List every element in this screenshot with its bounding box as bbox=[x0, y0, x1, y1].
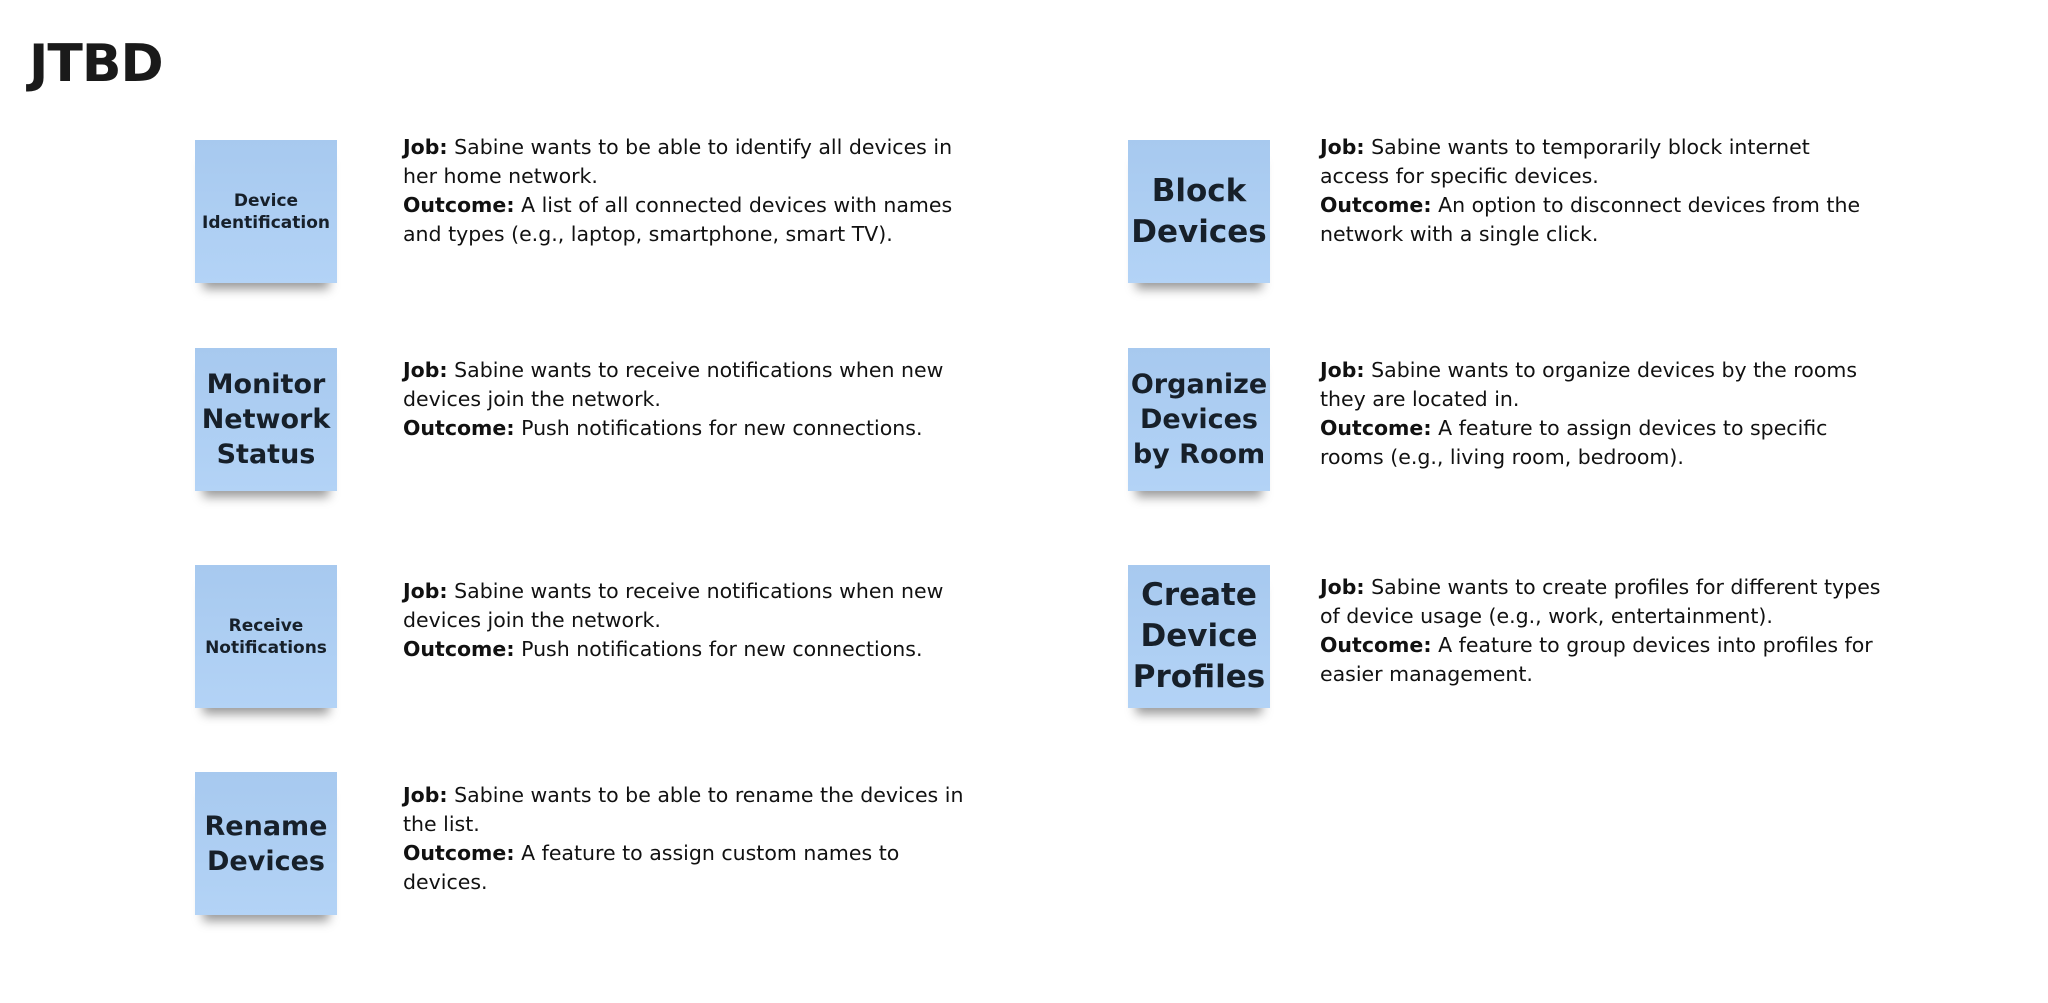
outcome-label: Outcome: bbox=[1320, 193, 1432, 217]
outcome-text: Push notifications for new connections. bbox=[521, 416, 923, 440]
job-label: Job: bbox=[403, 135, 448, 159]
outcome-text: A feature to assign devices to specific rooms (e.g., living room, bedroom). bbox=[1320, 416, 1828, 469]
sticky-note-label: Create Device Profiles bbox=[1132, 577, 1266, 695]
sticky-note-block-devices[interactable] bbox=[1128, 140, 1270, 283]
job-line bbox=[403, 356, 968, 414]
job-label: Job: bbox=[403, 783, 448, 807]
outcome-label: Outcome: bbox=[403, 637, 515, 661]
job-text: Sabine wants to be able to identify all devices in her home network. bbox=[403, 135, 953, 188]
outcome-line bbox=[1320, 191, 1885, 249]
page-title: JTBD bbox=[29, 34, 163, 94]
card-description-receive-notifications bbox=[403, 577, 968, 664]
sticky-note-rename-devices[interactable] bbox=[195, 772, 337, 915]
card-description-monitor-network-status bbox=[403, 356, 968, 443]
outcome-line bbox=[403, 635, 968, 664]
sticky-note-label: Organize Devices by Room bbox=[1130, 369, 1268, 470]
sticky-note-label: Receive Notifications bbox=[205, 615, 327, 658]
sticky-note-device-identification[interactable] bbox=[195, 140, 337, 283]
job-label: Job: bbox=[1320, 358, 1365, 382]
job-line bbox=[403, 781, 968, 839]
job-text: Sabine wants to be able to rename the devices in the list. bbox=[403, 783, 964, 836]
sticky-note-label: Device Identification bbox=[202, 190, 330, 233]
card-description-device-identification bbox=[403, 133, 968, 249]
card-description-rename-devices bbox=[403, 781, 968, 897]
outcome-line bbox=[403, 191, 968, 249]
job-text: Sabine wants to create profiles for different types of device usage (e.g., work, entertainment). bbox=[1320, 575, 1881, 628]
outcome-label: Outcome: bbox=[403, 193, 515, 217]
outcome-label: Outcome: bbox=[403, 416, 515, 440]
outcome-text: A feature to group devices into profiles for easier management. bbox=[1320, 633, 1873, 686]
sticky-note-receive-notifications[interactable] bbox=[195, 565, 337, 708]
job-text: Sabine wants to receive notifications when new devices join the network. bbox=[403, 579, 944, 632]
job-line bbox=[1320, 356, 1885, 414]
outcome-text: A feature to assign custom names to devices. bbox=[403, 841, 900, 894]
outcome-text: Push notifications for new connections. bbox=[521, 637, 923, 661]
outcome-text: An option to disconnect devices from the network with a single click. bbox=[1320, 193, 1861, 246]
sticky-note-organize-devices-by-room[interactable] bbox=[1128, 348, 1270, 491]
job-label: Job: bbox=[403, 579, 448, 603]
card-description-organize-devices-by-room bbox=[1320, 356, 1885, 472]
job-line bbox=[1320, 573, 1885, 631]
card-description-block-devices bbox=[1320, 133, 1885, 249]
job-line bbox=[1320, 133, 1885, 191]
card-description-create-device-profiles bbox=[1320, 573, 1885, 689]
job-label: Job: bbox=[1320, 135, 1365, 159]
sticky-note-label: Block Devices bbox=[1131, 172, 1267, 250]
outcome-line bbox=[1320, 414, 1885, 472]
outcome-line bbox=[403, 839, 968, 897]
job-label: Job: bbox=[403, 358, 448, 382]
job-text: Sabine wants to temporarily block internet access for specific devices. bbox=[1320, 135, 1810, 188]
job-text: Sabine wants to organize devices by the rooms they are located in. bbox=[1320, 358, 1858, 411]
outcome-line bbox=[1320, 631, 1885, 689]
sticky-note-label: Monitor Network Status bbox=[201, 369, 331, 470]
job-line bbox=[403, 577, 968, 635]
job-text: Sabine wants to receive notifications when new devices join the network. bbox=[403, 358, 944, 411]
outcome-text: A list of all connected devices with names and types (e.g., laptop, smartphone, smart TV). bbox=[403, 193, 953, 246]
sticky-note-create-device-profiles[interactable] bbox=[1128, 565, 1270, 708]
outcome-label: Outcome: bbox=[1320, 416, 1432, 440]
outcome-line bbox=[403, 414, 968, 443]
sticky-note-monitor-network-status[interactable] bbox=[195, 348, 337, 491]
outcome-label: Outcome: bbox=[403, 841, 515, 865]
job-label: Job: bbox=[1320, 575, 1365, 599]
sticky-note-label: Rename Devices bbox=[204, 810, 328, 877]
job-line bbox=[403, 133, 968, 191]
outcome-label: Outcome: bbox=[1320, 633, 1432, 657]
